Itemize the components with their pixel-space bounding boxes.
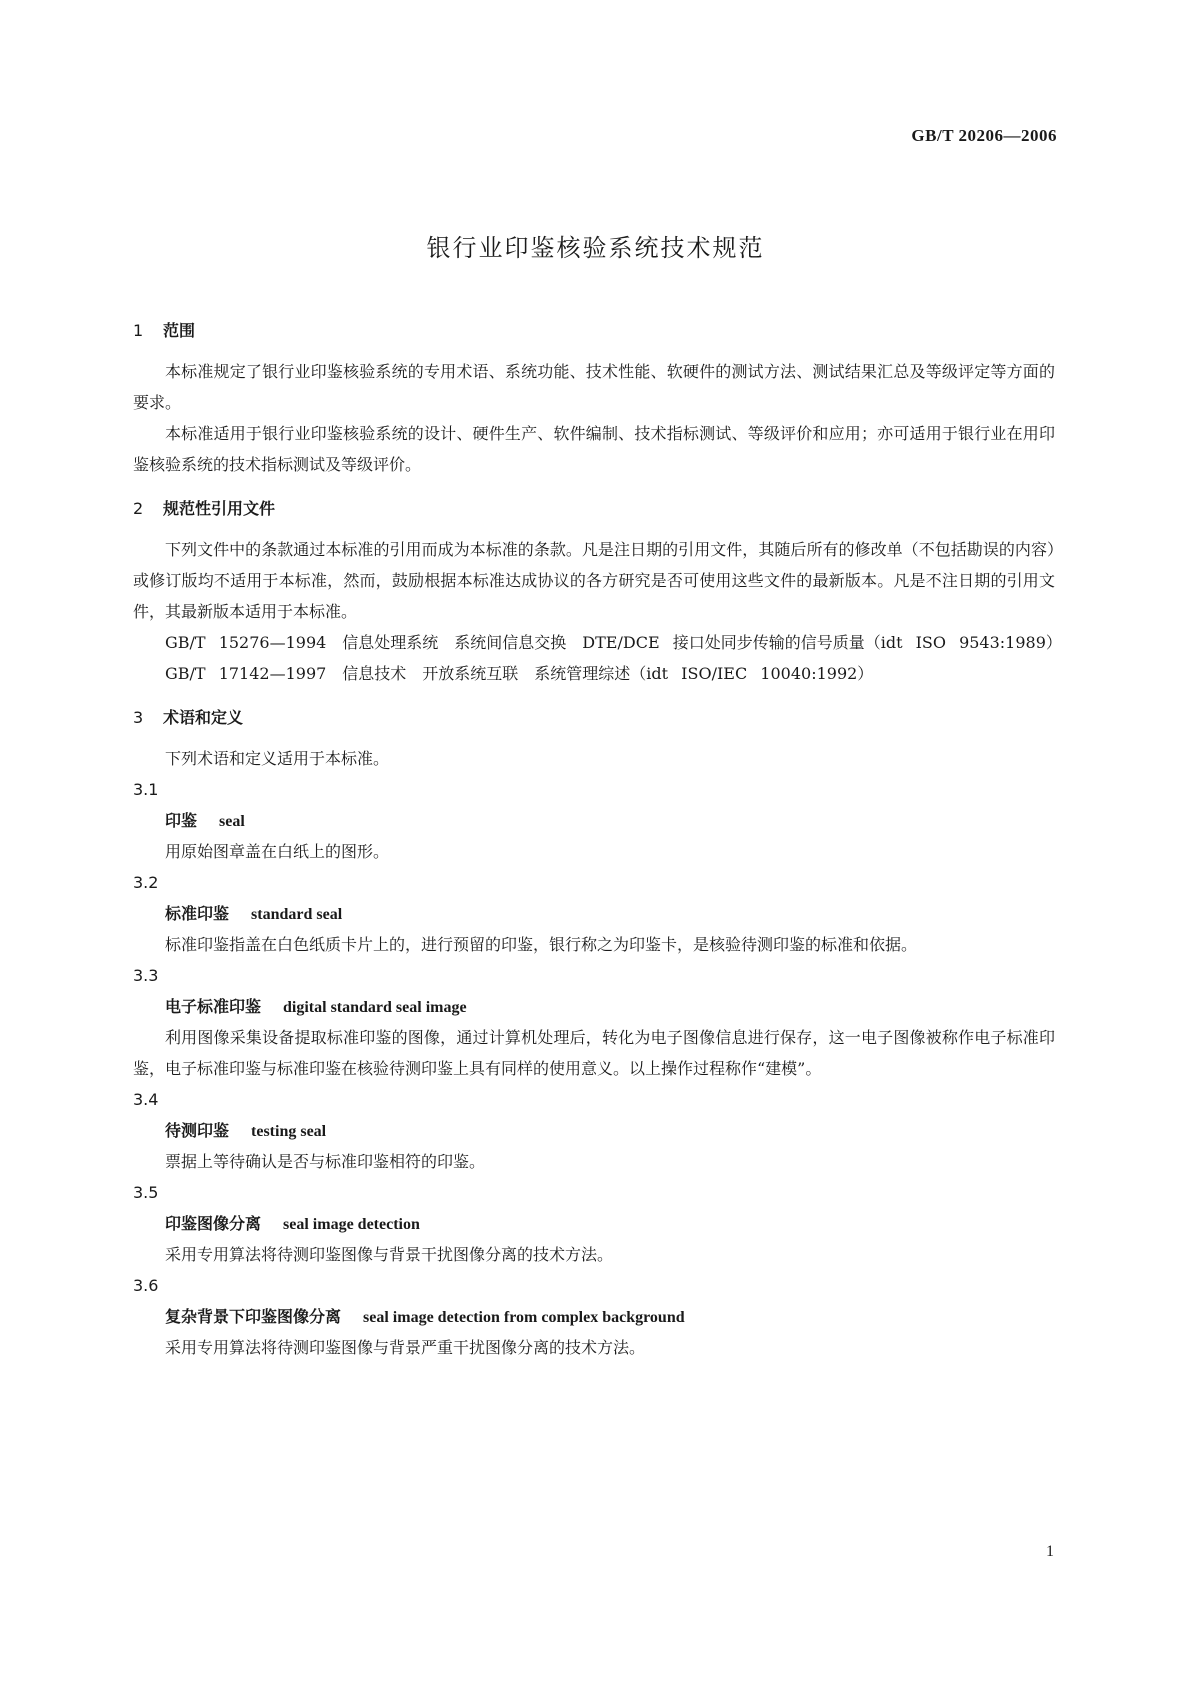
term-definition: 采用专用算法将待测印鉴图像与背景严重干扰图像分离的技术方法。 [165, 1338, 646, 1357]
term-name-en: seal image detection [283, 1216, 420, 1233]
term-name [133, 1301, 1055, 1332]
term-number: 3.3 [133, 966, 159, 985]
paragraph: 下列文件中的条款通过本标准的引用而成为本标准的条款。凡是注日期的引用文件，其随后所有的修改单（不包括勘误的内容）或修订版均不适用于本标准，然而，鼓励根据本标准达成协议的各方研究是否可使用这些文件的最新版本。凡是不注日期的引用文件，其最新版本适用于本标准。 [133, 540, 1055, 621]
reference-item: GB/T 17142—1997 信息技术 开放系统互联 系统管理综述（idt ISO/IEC 10040:1992） [165, 664, 874, 683]
section-title: 范围 [163, 321, 196, 340]
term-name [133, 805, 1055, 836]
term-name-en: seal [219, 813, 245, 830]
term-definition: 标准印鉴指盖在白色纸质卡片上的，进行预留的印鉴，银行称之为印鉴卡，是核验待测印鉴的标准和依据。 [165, 935, 918, 954]
term-name-zh: 待测印鉴 [165, 1121, 230, 1140]
paragraph: 本标准规定了银行业印鉴核验系统的专用术语、系统功能、技术性能、软硬件的测试方法、测试结果汇总及等级评定等方面的要求。 [133, 362, 1055, 412]
term-definition: 票据上等待确认是否与标准印鉴相符的印鉴。 [165, 1152, 486, 1171]
term-definition: 采用专用算法将待测印鉴图像与背景干扰图像分离的技术方法。 [165, 1245, 614, 1264]
term-name-zh: 标准印鉴 [165, 904, 230, 923]
term-name [133, 1115, 1055, 1146]
paragraph: 本标准适用于银行业印鉴核验系统的设计、硬件生产、软件编制、技术指标测试、等级评价和应用；亦可适用于银行业在用印鉴核验系统的技术指标测试及等级评价。 [133, 424, 1055, 474]
section-number: 3 [133, 708, 144, 727]
reference-item: GB/T 15276—1994 信息处理系统 系统间信息交换 DTE/DCE 接口处同步传输的信号质量（idt ISO 9543:1989） [165, 633, 1062, 652]
section-heading-scope [133, 320, 1055, 342]
document-body [133, 320, 1062, 1363]
section-heading-normative-references [133, 498, 1055, 520]
standard-number: GB/T 20206—2006 [911, 126, 1057, 145]
term-name-en: standard seal [251, 906, 343, 923]
section-title: 规范性引用文件 [163, 499, 276, 518]
term-name-en: testing seal [251, 1123, 327, 1140]
section-number: 2 [133, 499, 144, 518]
term-name-en: digital standard seal image [283, 999, 467, 1016]
term-name-zh: 复杂背景下印鉴图像分离 [165, 1307, 342, 1326]
document-title: 银行业印鉴核验系统技术规范 [426, 234, 765, 262]
term-definition: 用原始图章盖在白纸上的图形。 [165, 842, 390, 861]
term-name-zh: 印鉴 [165, 811, 198, 830]
term-number: 3.4 [133, 1090, 159, 1109]
section-title: 术语和定义 [163, 708, 244, 727]
term-name-zh: 电子标准印鉴 [165, 997, 262, 1016]
term-name [133, 898, 1055, 929]
term-definition: 利用图像采集设备提取标准印鉴的图像，通过计算机处理后，转化为电子图像信息进行保存，这一电子图像被称作电子标准印鉴，电子标准印鉴与标准印鉴在核验待测印鉴上具有同样的使用意义。以上操作过程称作“建模”。 [133, 1028, 1055, 1078]
section-number: 1 [133, 321, 144, 340]
term-number: 3.2 [133, 873, 159, 892]
term-name [133, 1208, 1055, 1239]
term-number: 3.1 [133, 780, 159, 799]
paragraph: 下列术语和定义适用于本标准。 [165, 749, 390, 768]
term-name-en: seal image detection from complex background [363, 1309, 685, 1326]
term-name-zh: 印鉴图像分离 [165, 1214, 262, 1233]
section-heading-terms [133, 707, 1055, 729]
term-name [133, 991, 1055, 1022]
term-number: 3.6 [133, 1276, 159, 1295]
term-number: 3.5 [133, 1183, 159, 1202]
page-number: 1 [1046, 1543, 1054, 1560]
